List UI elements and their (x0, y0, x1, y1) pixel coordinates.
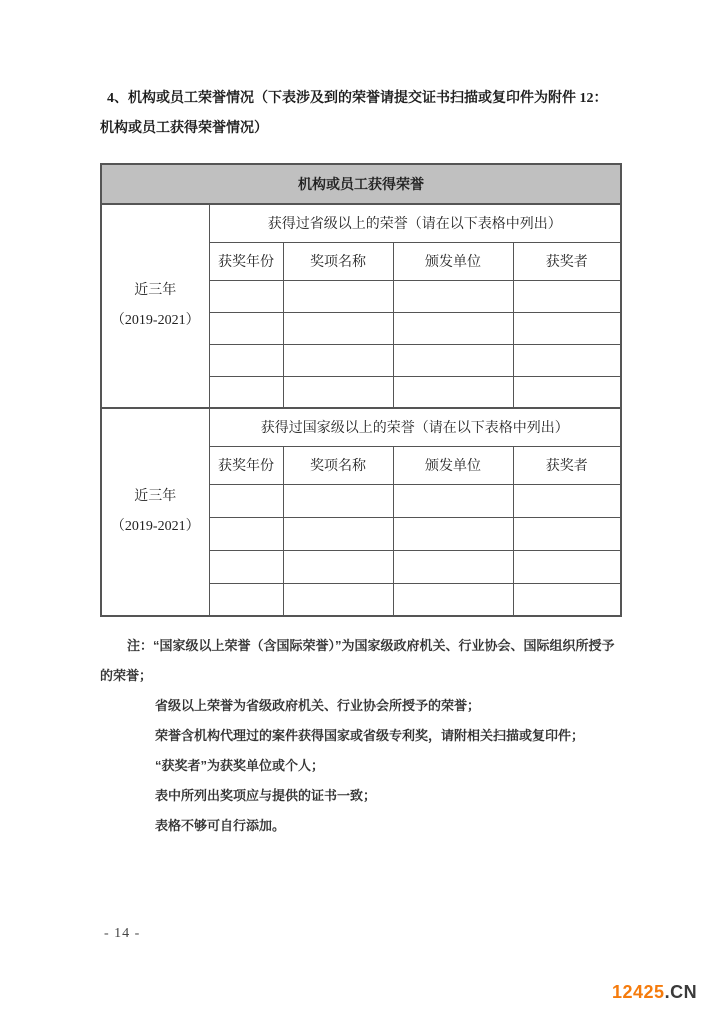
period-line-2: （2019-2021） (110, 313, 200, 328)
empty-cell (393, 517, 513, 550)
period-line-1: 近三年 (134, 283, 177, 298)
empty-cell (513, 550, 621, 583)
empty-cell (393, 583, 513, 616)
watermark-number: 12425 (612, 982, 665, 1002)
col-header-award-name: 奖项名称 (283, 242, 393, 280)
note-item: 表中所列出奖项应与提供的证书一致； (155, 788, 377, 803)
watermark (612, 982, 697, 1003)
empty-cell (283, 550, 393, 583)
notes-block (100, 631, 622, 841)
empty-cell (283, 280, 393, 312)
note-item: 表格不够可自行添加。 (155, 818, 286, 833)
empty-cell (513, 344, 621, 376)
empty-cell (209, 550, 283, 583)
empty-cell (513, 517, 621, 550)
empty-cell (209, 517, 283, 550)
note-line-1: 注：“国家级以上荣誉（含国际荣誉）”为国家级政府机关、行业协会、国际组织所授予 (127, 638, 615, 653)
period-cell-provincial (101, 204, 209, 408)
empty-cell (209, 484, 283, 517)
empty-cell (209, 312, 283, 344)
page-number: - 14 - (104, 926, 141, 941)
col-header-award-year: 获奖年份 (209, 242, 283, 280)
period-line-1: 近三年 (134, 489, 177, 504)
col-header-issuing-unit: 颁发单位 (393, 446, 513, 484)
empty-cell (393, 312, 513, 344)
table-title: 机构或员工获得荣誉 (101, 164, 621, 204)
col-header-issuing-unit: 颁发单位 (393, 242, 513, 280)
empty-cell (283, 312, 393, 344)
empty-cell (209, 583, 283, 616)
empty-cell (283, 376, 393, 408)
col-header-award-year: 获奖年份 (209, 446, 283, 484)
heading-line-1: 4、机构或员工荣誉情况（下表涉及到的荣誉请提交证书扫描或复印件为附件 12： (107, 91, 608, 106)
col-header-award-winner: 获奖者 (513, 446, 621, 484)
empty-cell (209, 280, 283, 312)
period-cell-national (101, 408, 209, 616)
empty-cell (513, 376, 621, 408)
empty-cell (283, 484, 393, 517)
empty-cell (393, 280, 513, 312)
honors-table (100, 163, 622, 617)
period-line-2: （2019-2021） (110, 519, 200, 534)
provincial-subtitle: 获得过省级以上的荣誉（请在以下表格中列出） (209, 204, 621, 242)
empty-cell (393, 550, 513, 583)
empty-cell (283, 344, 393, 376)
empty-cell (513, 280, 621, 312)
note-item: 省级以上荣誉为省级政府机关、行业协会所授予的荣誉； (155, 698, 481, 713)
empty-cell (513, 312, 621, 344)
empty-cell (209, 376, 283, 408)
empty-cell (209, 344, 283, 376)
empty-cell (393, 376, 513, 408)
empty-cell (393, 344, 513, 376)
note-item: 荣誉含机构代理过的案件获得国家或省级专利奖，请附相关扫描或复印件； (155, 728, 585, 743)
col-header-award-name: 奖项名称 (283, 446, 393, 484)
heading-line-2: 机构或员工获得荣誉情况） (100, 121, 268, 136)
col-header-award-winner: 获奖者 (513, 242, 621, 280)
watermark-suffix: .CN (664, 982, 698, 1002)
empty-cell (283, 583, 393, 616)
empty-cell (283, 517, 393, 550)
national-subtitle: 获得过国家级以上的荣誉（请在以下表格中列出） (209, 408, 621, 446)
section-heading (100, 84, 624, 144)
empty-cell (393, 484, 513, 517)
empty-cell (513, 484, 621, 517)
note-item: “获奖者”为获奖单位或个人； (155, 758, 325, 773)
empty-cell (513, 583, 621, 616)
note-line-2: 的荣誉； (100, 668, 153, 683)
